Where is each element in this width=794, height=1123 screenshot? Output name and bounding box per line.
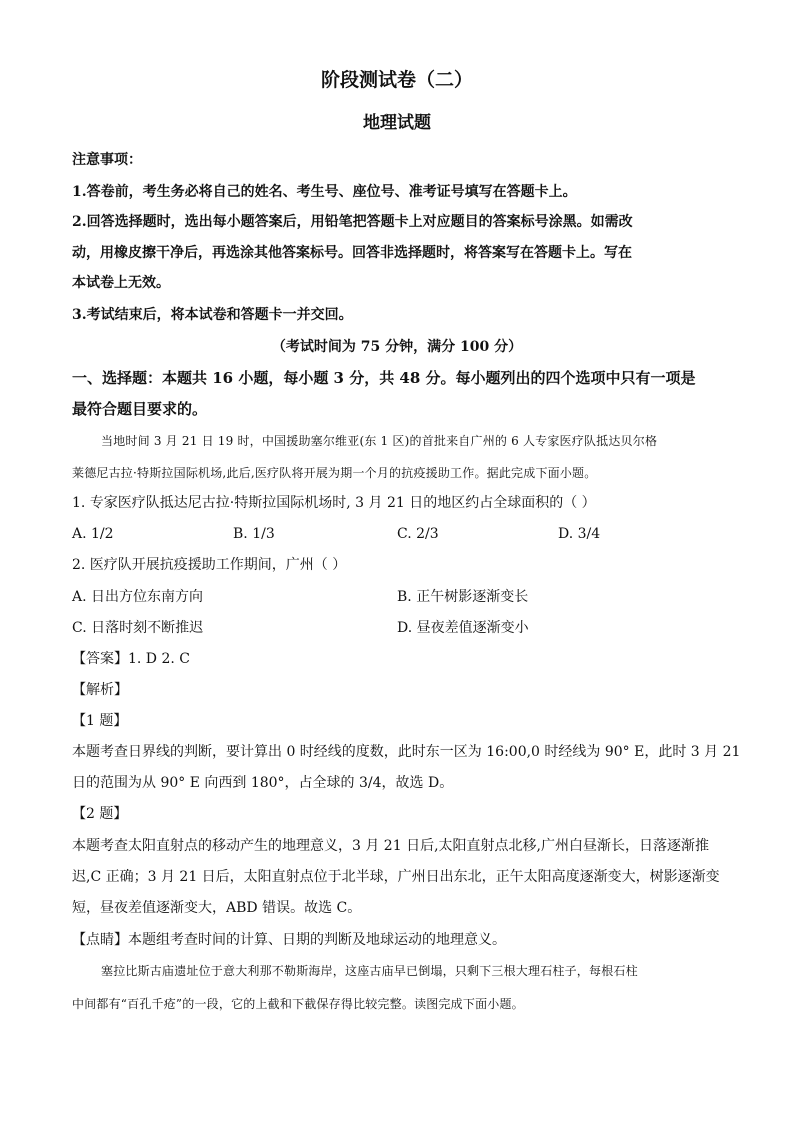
analysis-label: 【解析】	[72, 682, 128, 698]
passage-1-line-1: 当地时间 3 月 21 日 19 时，中国援助塞尔维亚(东 1 区)的首批来自广州的 6 人专家医疗队抵达贝尔格	[101, 434, 658, 448]
question-2-option-d: D. 昼夜差值逐渐变小	[397, 620, 529, 636]
question-2-analysis-label: 【2 题】	[72, 806, 128, 822]
comment-line: 【点睛】本题组考查时间的计算、日期的判断及地球运动的地理意义。	[72, 932, 506, 948]
passage-1-line-2: 莱德尼古拉·特斯拉国际机场,此后,医疗队将开展为期一个月的抗疫援助工作。据此完成下面小题。	[72, 466, 597, 480]
question-1-option-c: C. 2/3	[397, 526, 439, 542]
notice-heading: 注意事项：	[72, 152, 142, 168]
passage-2-line-2: 中间都有“百孔千疮”的一段，它的上截和下截保存得比较完整。读图完成下面小题。	[72, 997, 524, 1011]
notice-item-3: 3.考试结束后，将本试卷和答题卡一并交回。	[72, 307, 353, 323]
question-1-option-d: D. 3/4	[558, 526, 601, 542]
question-2-analysis-line-3: 短，昼夜差值逐渐变大，ABD 错误。故选 C。	[72, 900, 362, 916]
section-1-heading-line-1: 一、选择题：本题共 16 小题，每小题 3 分，共 48 分。每小题列出的四个选项中只有一项是	[72, 369, 696, 387]
question-1-option-b: B. 1/3	[233, 526, 275, 542]
question-2-analysis-line-1: 本题考查太阳直射点的移动产生的地理意义，3 月 21 日后,太阳直射点北移,广州白昼渐长，日落逐渐推	[72, 838, 709, 854]
question-2-stem: 2. 医疗队开展抗疫援助工作期间，广州（ ）	[72, 557, 347, 573]
exam-time-info: （考试时间为 75 分钟，满分 100 分）	[271, 339, 523, 355]
question-1-stem: 1. 专家医疗队抵达尼古拉·特斯拉国际机场时, 3 月 21 日的地区约占全球面积的（ ）	[72, 495, 596, 511]
exam-title: 阶段测试卷（二）	[320, 69, 473, 91]
question-1-analysis-label: 【1 题】	[72, 713, 128, 729]
notice-item-2-line-1: 2.回答选择题时，选出每小题答案后，用铅笔把答题卡上对应题目的答案标号涂黑。如需改	[72, 214, 633, 230]
notice-item-2-line-2: 动，用橡皮擦干净后，再选涂其他答案标号。回答非选择题时，将答案写在答题卡上。写在	[72, 245, 632, 261]
subject-title: 地理试题	[363, 113, 431, 133]
question-2-option-a: A. 日出方位东南方向	[72, 589, 204, 605]
question-2-option-c: C. 日落时刻不断推迟	[72, 620, 204, 636]
question-2-option-b: B. 正午树影逐渐变长	[397, 589, 529, 605]
passage-2-line-1: 塞拉比斯古庙遗址位于意大利那不勒斯海岸，这座古庙早已倒塌，只剩下三根大理石柱子，每根石柱	[101, 964, 638, 978]
notice-item-2-line-3: 本试卷上无效。	[72, 275, 170, 291]
question-2-analysis-line-2: 迟,C 正确；3 月 21 日后，太阳直射点位于北半球，广州日出东北，正午太阳高度逐渐变大，树影逐渐变	[72, 869, 720, 885]
section-1-heading-line-2: 最符合题目要求的。	[72, 400, 208, 418]
answer-line: 【答案】1. D 2. C	[72, 651, 191, 667]
question-1-analysis-line-1: 本题考查日界线的判断，要计算出 0 时经线的度数，此时东一区为 16:00,0 时经线为 90° E，此时 3 月 21	[72, 744, 741, 760]
question-1-analysis-line-2: 日的范围为从 90° E 向西到 180°，占全球的 3/4，故选 D。	[72, 775, 454, 791]
notice-item-1: 1.答卷前，考生务必将自己的姓名、考生号、座位号、准考证号填写在答题卡上。	[72, 184, 577, 200]
question-1-option-a: A. 1/2	[72, 526, 114, 542]
